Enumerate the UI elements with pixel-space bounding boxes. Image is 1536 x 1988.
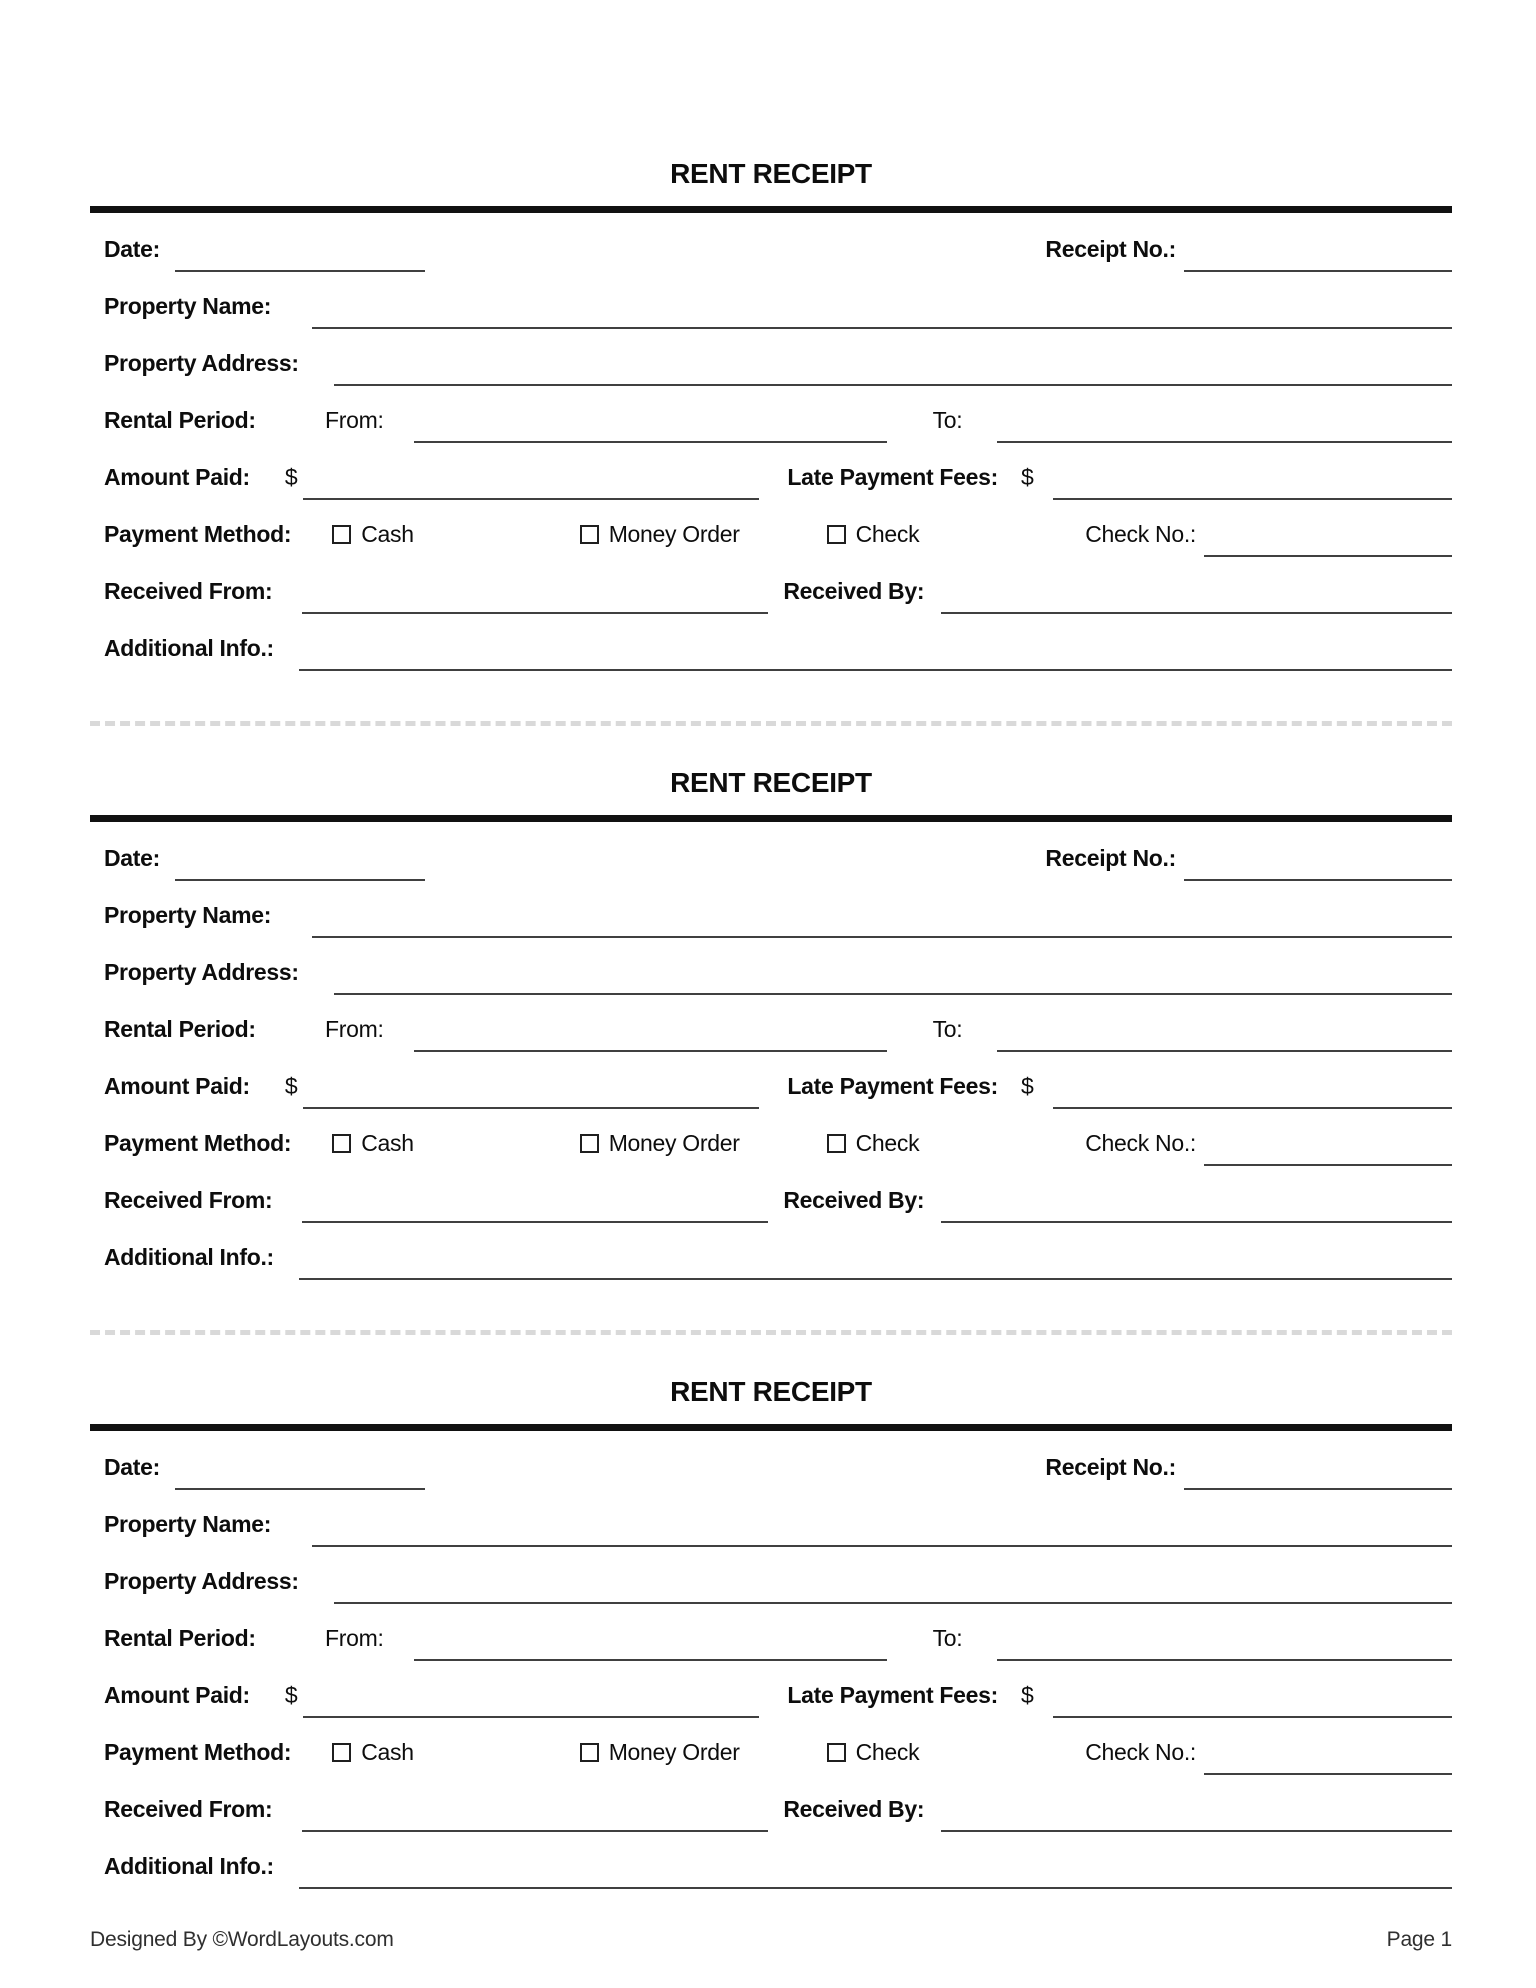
additional-info-label: Additional Info.: [104, 635, 274, 661]
money-order-checkbox-icon[interactable] [580, 525, 599, 544]
date-label: Date: [104, 1454, 161, 1480]
received-from-label: Received From: [104, 1187, 273, 1213]
payment-method-label: Payment Method: [104, 521, 292, 547]
property-name-label: Property Name: [104, 902, 272, 928]
check-no-label: Check No.: [1085, 1739, 1196, 1765]
received-from-label: Received From: [104, 1796, 273, 1822]
amount-paid-label: Amount Paid: [104, 464, 250, 490]
rental-to-input-line[interactable] [997, 392, 1452, 443]
rent-receipt-form [90, 156, 1452, 677]
receipt-title: RENT RECEIPT [670, 1376, 872, 1407]
property-name-label: Property Name: [104, 1511, 272, 1537]
header-rule [90, 815, 1452, 822]
header-rule [90, 206, 1452, 213]
amount-paid-currency-symbol: $ [284, 1073, 298, 1099]
date-row [90, 1439, 1452, 1496]
receipt-no-label: Receipt No.: [1045, 1454, 1176, 1480]
received-row [90, 1172, 1452, 1229]
check-checkbox-option[interactable] [827, 1739, 920, 1766]
received-by-input-line[interactable] [941, 1172, 1452, 1223]
received-by-label: Received By: [783, 578, 925, 604]
payment-method-label: Payment Method: [104, 1130, 292, 1156]
late-payment-fees-input-line[interactable] [1053, 1667, 1452, 1718]
property-address-label: Property Address: [104, 959, 299, 985]
rental-to-input-line[interactable] [997, 1610, 1452, 1661]
property-address-input-line[interactable] [334, 944, 1452, 995]
amount-paid-row [90, 1667, 1452, 1724]
check-checkbox-label: Check [855, 1739, 920, 1765]
money-order-checkbox-label: Money Order [608, 1130, 740, 1156]
check-no-input-line[interactable] [1204, 1724, 1452, 1775]
cut-line-divider [90, 721, 1452, 726]
amount-paid-input-line[interactable] [303, 449, 759, 500]
property-name-input-line[interactable] [312, 1496, 1452, 1547]
date-row [90, 830, 1452, 887]
rent-receipt-form [90, 765, 1452, 1286]
cash-checkbox-label: Cash [361, 521, 414, 547]
amount-paid-input-line[interactable] [303, 1058, 759, 1109]
check-checkbox-icon[interactable] [827, 1134, 846, 1153]
received-by-label: Received By: [783, 1187, 925, 1213]
rental-period-row [90, 392, 1452, 449]
rental-from-input-line[interactable] [414, 392, 887, 443]
late-fees-currency-symbol: $ [1021, 1682, 1034, 1708]
rental-period-label: Rental Period: [104, 407, 256, 433]
property-address-label: Property Address: [104, 350, 299, 376]
date-row [90, 221, 1452, 278]
additional-info-input-line[interactable] [299, 620, 1452, 671]
received-from-input-line[interactable] [302, 563, 768, 614]
check-checkbox-label: Check [855, 521, 920, 547]
date-input-line[interactable] [175, 830, 425, 881]
received-by-label: Received By: [783, 1796, 925, 1822]
property-address-input-line[interactable] [334, 335, 1452, 386]
amount-paid-currency-symbol: $ [284, 464, 298, 490]
additional-info-label: Additional Info.: [104, 1244, 274, 1270]
cash-checkbox-label: Cash [361, 1130, 414, 1156]
payment-method-row [90, 1724, 1452, 1781]
received-from-input-line[interactable] [302, 1781, 768, 1832]
additional-info-input-line[interactable] [299, 1838, 1452, 1889]
rental-from-label: From: [325, 1016, 384, 1042]
receipt-no-input-line[interactable] [1184, 221, 1452, 272]
property-address-row [90, 944, 1452, 1001]
date-input-line[interactable] [175, 221, 425, 272]
property-name-input-line[interactable] [312, 278, 1452, 329]
rental-to-label: To: [932, 1016, 963, 1042]
check-no-input-line[interactable] [1204, 1115, 1452, 1166]
cut-line-divider [90, 1330, 1452, 1335]
cash-checkbox-option[interactable] [332, 1739, 414, 1766]
money-order-checkbox-option[interactable] [580, 1130, 740, 1157]
additional-info-row [90, 1838, 1452, 1895]
receipt-no-label: Receipt No.: [1045, 236, 1176, 262]
received-by-input-line[interactable] [941, 563, 1452, 614]
money-order-checkbox-icon[interactable] [580, 1743, 599, 1762]
amount-paid-label: Amount Paid: [104, 1682, 250, 1708]
money-order-checkbox-icon[interactable] [580, 1134, 599, 1153]
received-by-input-line[interactable] [941, 1781, 1452, 1832]
check-checkbox-option[interactable] [827, 1130, 920, 1157]
receipt-no-input-line[interactable] [1184, 1439, 1452, 1490]
late-payment-fees-input-line[interactable] [1053, 1058, 1452, 1109]
property-address-row [90, 335, 1452, 392]
money-order-checkbox-option[interactable] [580, 1739, 740, 1766]
cash-checkbox-option[interactable] [332, 1130, 414, 1157]
additional-info-row [90, 620, 1452, 677]
property-address-input-line[interactable] [334, 1553, 1452, 1604]
rental-period-label: Rental Period: [104, 1625, 256, 1651]
received-row [90, 563, 1452, 620]
check-checkbox-option[interactable] [827, 521, 920, 548]
additional-info-label: Additional Info.: [104, 1853, 274, 1879]
rental-from-input-line[interactable] [414, 1001, 887, 1052]
late-fees-currency-symbol: $ [1021, 1073, 1034, 1099]
footer-page-number: Page 1 [1386, 1928, 1452, 1951]
rental-to-label: To: [932, 1625, 963, 1651]
cash-checkbox-icon[interactable] [332, 1743, 351, 1762]
additional-info-row [90, 1229, 1452, 1286]
additional-info-input-line[interactable] [299, 1229, 1452, 1280]
amount-paid-label: Amount Paid: [104, 1073, 250, 1099]
page-footer [90, 1927, 1452, 1953]
cash-checkbox-icon[interactable] [332, 1134, 351, 1153]
receipt-title: RENT RECEIPT [670, 158, 872, 189]
check-checkbox-icon[interactable] [827, 1743, 846, 1762]
rental-period-label: Rental Period: [104, 1016, 256, 1042]
money-order-checkbox-option[interactable] [580, 521, 740, 548]
received-from-label: Received From: [104, 578, 273, 604]
rental-period-row [90, 1001, 1452, 1058]
rent-receipt-form [90, 1374, 1452, 1895]
received-row [90, 1781, 1452, 1838]
date-input-line[interactable] [175, 1439, 425, 1490]
property-address-label: Property Address: [104, 1568, 299, 1594]
receipt-title: RENT RECEIPT [670, 767, 872, 798]
amount-paid-row [90, 1058, 1452, 1115]
rental-period-row [90, 1610, 1452, 1667]
late-payment-fees-label: Late Payment Fees: [787, 1073, 999, 1099]
date-label: Date: [104, 236, 161, 262]
payment-method-label: Payment Method: [104, 1739, 292, 1765]
cash-checkbox-icon[interactable] [332, 525, 351, 544]
late-payment-fees-input-line[interactable] [1053, 449, 1452, 500]
late-fees-currency-symbol: $ [1021, 464, 1034, 490]
received-from-input-line[interactable] [302, 1172, 768, 1223]
property-name-row [90, 278, 1452, 335]
late-payment-fees-label: Late Payment Fees: [787, 464, 999, 490]
amount-paid-currency-symbol: $ [284, 1682, 298, 1708]
cash-checkbox-label: Cash [361, 1739, 414, 1765]
property-name-input-line[interactable] [312, 887, 1452, 938]
rental-from-label: From: [325, 407, 384, 433]
late-payment-fees-label: Late Payment Fees: [787, 1682, 999, 1708]
payment-method-row [90, 506, 1452, 563]
money-order-checkbox-label: Money Order [608, 1739, 740, 1765]
receipt-no-input-line[interactable] [1184, 830, 1452, 881]
check-no-label: Check No.: [1085, 1130, 1196, 1156]
date-label: Date: [104, 845, 161, 871]
property-name-label: Property Name: [104, 293, 272, 319]
property-address-row [90, 1553, 1452, 1610]
money-order-checkbox-label: Money Order [608, 521, 740, 547]
footer-credit: Designed By ©WordLayouts.com [90, 1928, 394, 1951]
rental-from-label: From: [325, 1625, 384, 1651]
receipt-no-label: Receipt No.: [1045, 845, 1176, 871]
payment-method-row [90, 1115, 1452, 1172]
rental-to-label: To: [932, 407, 963, 433]
receipts-container [90, 156, 1452, 1895]
amount-paid-input-line[interactable] [303, 1667, 759, 1718]
header-rule [90, 1424, 1452, 1431]
check-no-label: Check No.: [1085, 521, 1196, 547]
check-checkbox-icon[interactable] [827, 525, 846, 544]
property-name-row [90, 1496, 1452, 1553]
rental-from-input-line[interactable] [414, 1610, 887, 1661]
property-name-row [90, 887, 1452, 944]
cash-checkbox-option[interactable] [332, 521, 414, 548]
check-checkbox-label: Check [855, 1130, 920, 1156]
check-no-input-line[interactable] [1204, 506, 1452, 557]
amount-paid-row [90, 449, 1452, 506]
rental-to-input-line[interactable] [997, 1001, 1452, 1052]
